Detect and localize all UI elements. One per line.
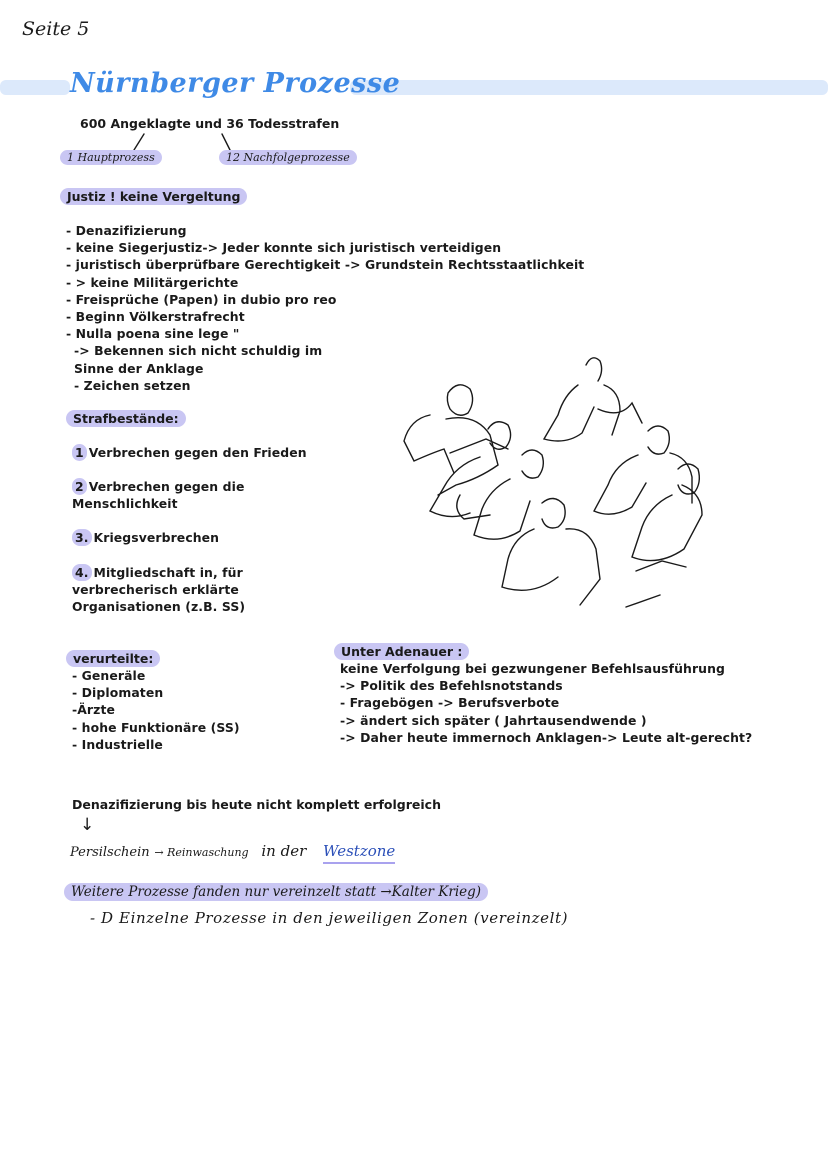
title-bar-left <box>0 80 70 95</box>
offense-number: 4. <box>72 564 92 581</box>
adenauer-item: keine Verfolgung bei gezwungener Befehlsausführung <box>340 661 725 676</box>
reinwaschung-term: → Reinwaschung <box>154 846 249 859</box>
bubble-nachfolgeprozesse: 12 Nachfolgeprozesse <box>219 150 357 165</box>
offense-text: Kriegsverbrechen <box>93 530 220 545</box>
point-item: - > keine Militärgerichte <box>66 274 239 290</box>
offense-text: Verbrechen gegen die <box>88 479 245 494</box>
point-item: - juristisch überprüfbare Gerechtigkeit -> Grundstein Rechtsstaatlichkeit <box>66 257 585 273</box>
offense-text: verbrecherisch erklärte <box>72 582 239 598</box>
point-item: - Nulla poena sine lege " <box>66 326 240 342</box>
offense-3 <box>72 529 219 546</box>
point-item: - keine Siegerjustiz-> Jeder konnte sich juristisch verteidigen <box>66 240 502 256</box>
denazification-line: Denazifizierung bis heute nicht komplett erfolgreich <box>72 797 441 812</box>
point-item: - Denazifizierung <box>66 223 187 238</box>
adenauer-heading: Unter Adenauer : <box>334 643 469 660</box>
offenses-heading: Strafbestände: <box>66 410 186 427</box>
convicted-heading: verurteilte: <box>66 650 160 667</box>
offense-number: 3. <box>72 529 92 546</box>
point-item: Sinne der Anklage <box>74 360 204 376</box>
westzone-term: Westzone <box>323 842 395 864</box>
page-label: Seite 5 <box>22 18 90 40</box>
adenauer-list <box>340 660 752 746</box>
convicted-item: - hohe Funktionäre (SS) <box>72 719 240 735</box>
offense-text: Verbrechen gegen den Frieden <box>88 445 307 460</box>
adenauer-item: - Fragebögen -> Berufsverbote <box>340 695 560 711</box>
title-bar-right <box>350 80 828 95</box>
offense-number: 1 <box>72 444 87 461</box>
convicted-item: - Generäle <box>72 668 146 683</box>
convicted-item: - Diplomaten <box>72 685 164 701</box>
adenauer-item: -> Daher heute immernoch Anklagen-> Leute alt-gerecht? <box>340 729 753 745</box>
offense-number: 2 <box>72 478 87 495</box>
down-arrow-icon: ↓ <box>80 815 95 835</box>
point-item: -> Bekennen sich nicht schuldig im <box>74 343 323 359</box>
offense-2 <box>72 478 244 512</box>
bubble-hauptprozess: 1 Hauptprozess <box>60 150 162 165</box>
point-item: - Beginn Völkerstrafrecht <box>66 309 245 325</box>
persilschein-line <box>70 842 395 860</box>
page-title: Nürnberger Prozesse <box>70 68 401 99</box>
persilschein-term: Persilschein <box>70 845 150 860</box>
convicted-list <box>72 667 240 753</box>
adenauer-item: -> ändert sich später ( Jahrtausendwende ) <box>340 712 647 728</box>
convicted-item: -Ärzte <box>72 702 115 718</box>
offense-4 <box>72 564 245 616</box>
justice-heading: Justiz ! keine Vergeltung <box>60 188 247 205</box>
offense-1 <box>72 444 307 461</box>
point-item: - Freisprüche (Papen) in dubio pro reo <box>66 291 337 307</box>
point-item: - Zeichen setzen <box>74 377 191 393</box>
adenauer-item: -> Politik des Befehlsnotstands <box>340 678 563 694</box>
persil-connector: in der <box>261 842 307 860</box>
further-trials-line: Weitere Prozesse fanden nur vereinzelt statt →Kalter Krieg) <box>64 883 488 901</box>
convicted-item: - Industrielle <box>72 736 163 752</box>
intro-line: 600 Angeklagte und 36 Todesstrafen <box>80 116 340 131</box>
offense-text: Organisationen (z.B. SS) <box>72 599 246 615</box>
defendants-sketch-illustration <box>390 345 730 625</box>
offense-text: Menschlichkeit <box>72 496 178 512</box>
further-trials-sub: - D Einzelne Prozesse in den jeweiligen Zonen (vereinzelt) <box>90 909 569 927</box>
offense-text: Mitgliedschaft in, für <box>93 565 243 580</box>
